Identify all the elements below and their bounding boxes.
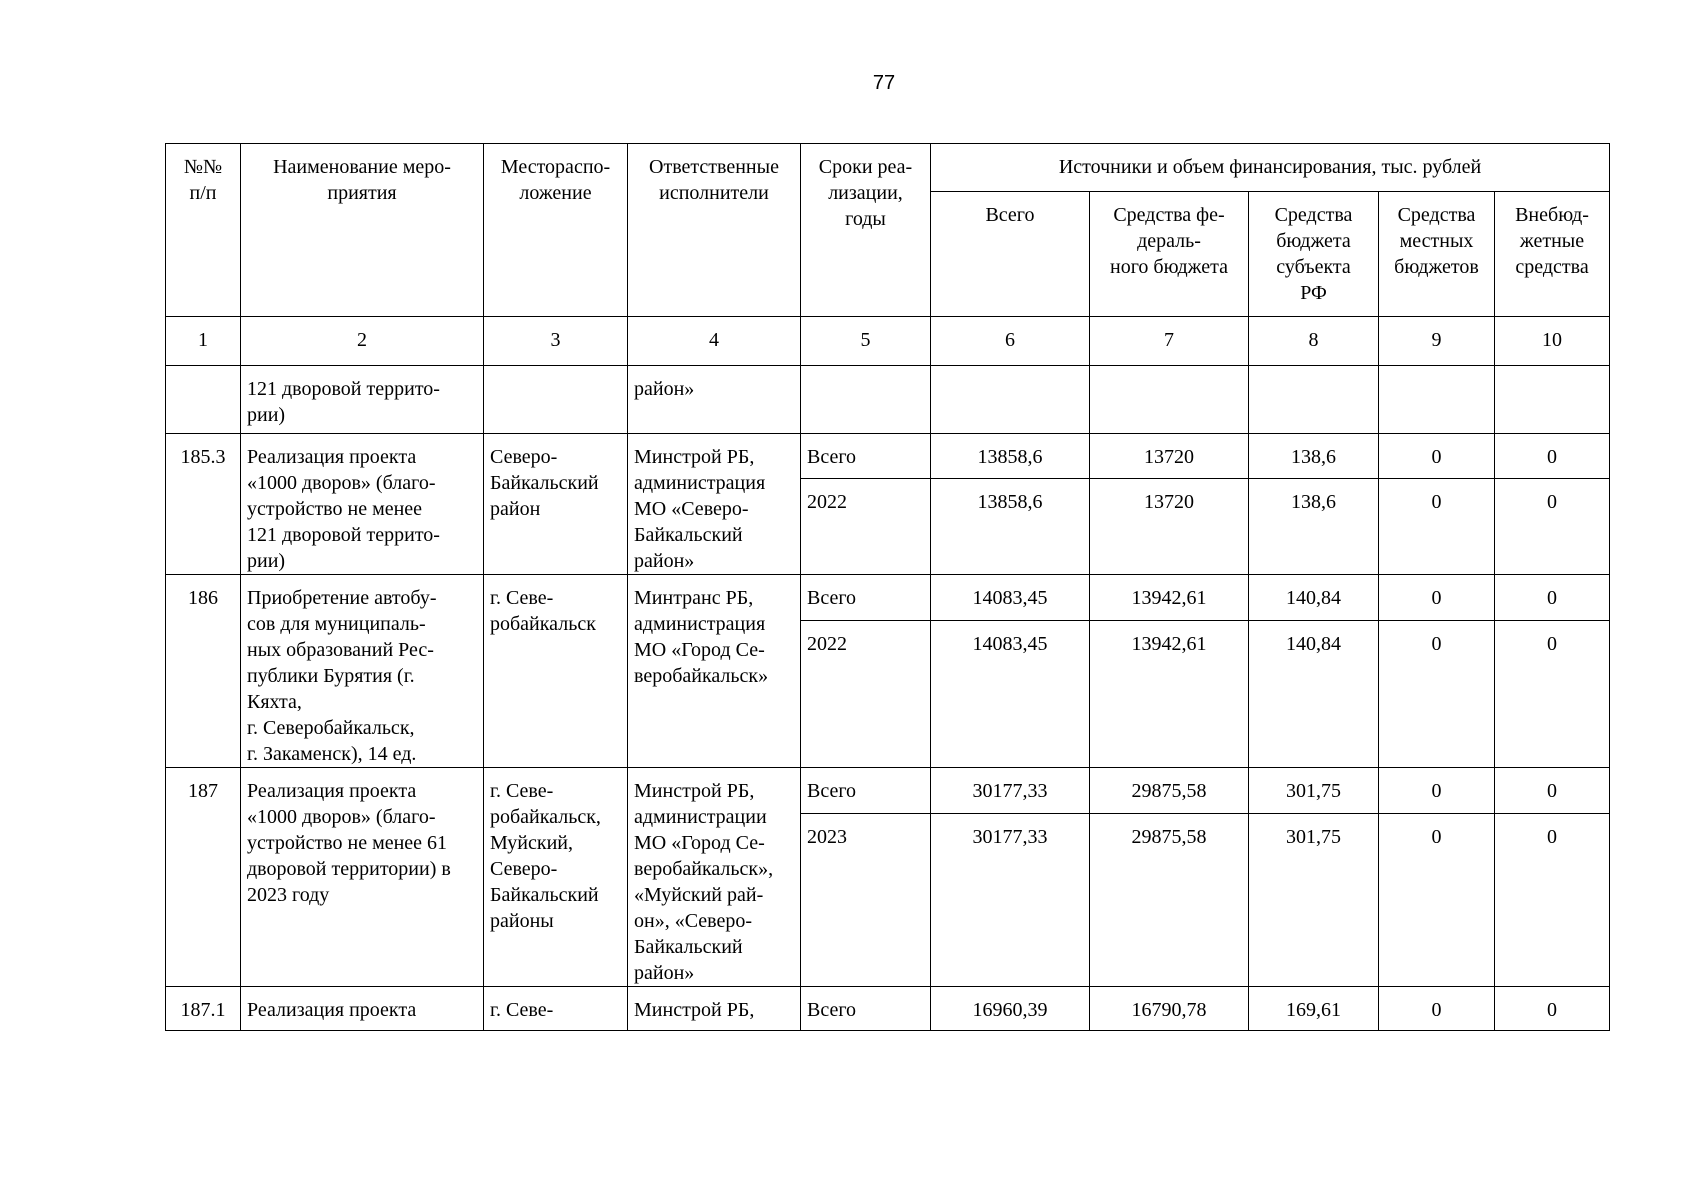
header-number xyxy=(166,144,241,317)
cell-federal: 16790,78 xyxy=(1090,987,1249,1031)
cell-executors-line: Минстрой РБ, xyxy=(634,780,755,802)
cell-executors-line: МО «Город Се- xyxy=(634,832,765,854)
cell-regional: 138,6 xyxy=(1249,478,1379,574)
cell-local: 0 xyxy=(1379,814,1495,987)
cell-number: 185.3 xyxy=(166,434,241,575)
header-text: дераль- xyxy=(1137,230,1201,252)
cell-total: 30177,33 xyxy=(931,814,1090,987)
header-text: Местораспо- xyxy=(500,156,611,178)
cell-regional: 140,84 xyxy=(1249,575,1379,621)
header-text: приятия xyxy=(327,182,397,204)
table-row xyxy=(166,987,1610,1031)
cell-executors-line: администрация xyxy=(634,613,766,635)
cell-name-line: Приобретение автобу- xyxy=(247,587,437,609)
cell-local: 0 xyxy=(1379,768,1495,814)
cell-location xyxy=(484,768,628,987)
header-location xyxy=(484,144,628,317)
cell-extrabudget: 0 xyxy=(1495,814,1610,987)
cell-name-line: 2023 году xyxy=(247,884,330,906)
cell-period: Всего xyxy=(801,987,931,1031)
cell-empty xyxy=(1249,366,1379,434)
header-text: Наименование меро- xyxy=(273,156,451,178)
cell-location-line: район xyxy=(490,498,541,520)
column-number-row xyxy=(166,317,1610,366)
header-text: Внебюд- xyxy=(1515,204,1589,226)
cell-total: 13858,6 xyxy=(931,478,1090,574)
cell-executors xyxy=(628,366,801,434)
cell-name-line: дворовой территории) в xyxy=(247,858,451,880)
cell-executors-line: Минстрой РБ, xyxy=(634,999,755,1021)
header-text: №№ xyxy=(183,156,223,178)
cell-name-line: «1000 дворов» (благо- xyxy=(247,472,436,494)
cell-executors-line: Минстрой РБ, xyxy=(634,446,755,468)
cell-total: 16960,39 xyxy=(931,987,1090,1031)
column-number: 5 xyxy=(801,317,931,366)
header-name xyxy=(241,144,484,317)
cell-location xyxy=(484,575,628,768)
header-text: бюджета xyxy=(1276,230,1351,252)
cell-name-line: публики Бурятия (г. xyxy=(247,665,415,687)
cell-name-line: 121 дворовой террито- xyxy=(247,378,440,400)
header-text: лизации, xyxy=(828,182,903,204)
cell-name-line: ных образований Рес- xyxy=(247,639,434,661)
cell-number: 187 xyxy=(166,768,241,987)
cell-empty xyxy=(931,366,1090,434)
cell-federal: 13720 xyxy=(1090,478,1249,574)
header-text: ного бюджета xyxy=(1110,256,1228,278)
cell-period: Всего xyxy=(801,575,931,621)
cell-extrabudget: 0 xyxy=(1495,434,1610,479)
cell-number: 186 xyxy=(166,575,241,768)
cell-number: 187.1 xyxy=(166,987,241,1031)
cell-local: 0 xyxy=(1379,478,1495,574)
cell-local: 0 xyxy=(1379,620,1495,767)
header-text: исполнители xyxy=(659,182,769,204)
header-total: Всего xyxy=(931,192,1090,317)
header-text: Ответственные xyxy=(649,156,779,178)
cell-executors-line: администрация xyxy=(634,472,766,494)
cell-federal: 29875,58 xyxy=(1090,814,1249,987)
table-row xyxy=(166,575,1610,621)
cell-federal: 13942,61 xyxy=(1090,575,1249,621)
cell-executors-line: МО «Северо- xyxy=(634,498,749,520)
cell-executors xyxy=(628,987,801,1031)
cell-empty xyxy=(1379,366,1495,434)
header-financing-group: Источники и объем финансирования, тыс. рублей xyxy=(931,144,1610,192)
column-number: 4 xyxy=(628,317,801,366)
cell-extrabudget: 0 xyxy=(1495,620,1610,767)
header-text: ложение xyxy=(519,182,592,204)
cell-location-line: Муйский, xyxy=(490,832,573,854)
column-number: 2 xyxy=(241,317,484,366)
header-text: Сроки реа- xyxy=(818,156,913,178)
cell-executors-line: МО «Город Се- xyxy=(634,639,765,661)
cell-executors-line: Минтранс РБ, xyxy=(634,587,754,609)
cell-name-line: рии) xyxy=(247,550,286,572)
page-number: 77 xyxy=(872,72,896,94)
cell-empty xyxy=(1090,366,1249,434)
column-number: 9 xyxy=(1379,317,1495,366)
cell-regional: 169,61 xyxy=(1249,987,1379,1031)
cell-executors-line: Байкальский xyxy=(634,936,743,958)
cell-executors xyxy=(628,575,801,768)
cell-location xyxy=(484,987,628,1031)
column-number: 1 xyxy=(166,317,241,366)
cell-total: 14083,45 xyxy=(931,620,1090,767)
cell-location-line: Байкальский xyxy=(490,472,599,494)
cell-total: 13858,6 xyxy=(931,434,1090,479)
cell-executors-line: веробайкальск», xyxy=(634,858,774,880)
cell-local: 0 xyxy=(1379,434,1495,479)
cell-empty xyxy=(801,366,931,434)
cell-name-line: рии) xyxy=(247,404,286,426)
cell-regional: 138,6 xyxy=(1249,434,1379,479)
cell-regional: 140,84 xyxy=(1249,620,1379,767)
cell-location-line: г. Севе- xyxy=(490,999,554,1021)
cell-name-line: г. Закаменск), 14 ед. xyxy=(247,743,417,765)
cell-name-line: «1000 дворов» (благо- xyxy=(247,806,436,828)
cell-regional: 301,75 xyxy=(1249,768,1379,814)
table-row xyxy=(166,768,1610,814)
header-text: жетные xyxy=(1519,230,1585,252)
cell-extrabudget: 0 xyxy=(1495,478,1610,574)
cell-name-line: г. Северобайкальск, xyxy=(247,717,415,739)
header-text: годы xyxy=(845,208,886,230)
cell-name-line: 121 дворовой террито- xyxy=(247,524,440,546)
cell-federal: 29875,58 xyxy=(1090,768,1249,814)
header-text: Средства фе- xyxy=(1113,204,1225,226)
cell-name-line: Реализация проекта xyxy=(247,999,417,1021)
header-text: средства xyxy=(1515,256,1589,278)
cell-location-line: робайкальск xyxy=(490,613,596,635)
header-text: местных xyxy=(1399,230,1474,252)
header-periods xyxy=(801,144,931,317)
cell-location-line: г. Севе- xyxy=(490,780,554,802)
header-extrabudget xyxy=(1495,192,1610,317)
column-number: 8 xyxy=(1249,317,1379,366)
header-text: бюджетов xyxy=(1394,256,1479,278)
cell-name xyxy=(241,575,484,768)
cell-executors-line: район» xyxy=(634,378,695,400)
cell-executors-line: веробайкальск» xyxy=(634,665,769,687)
cell-executors-line: администрации xyxy=(634,806,767,828)
cell-period: Всего xyxy=(801,434,931,479)
cell-federal: 13942,61 xyxy=(1090,620,1249,767)
cell-executors-line: район» xyxy=(634,550,695,572)
header-text: РФ xyxy=(1300,282,1327,304)
cell-period: Всего xyxy=(801,768,931,814)
cell-location xyxy=(484,434,628,575)
header-text: субъекта xyxy=(1276,256,1351,278)
cell-name-line: устройство не менее xyxy=(247,498,423,520)
cell-executors-line: район» xyxy=(634,962,695,984)
cell-location-line: районы xyxy=(490,910,554,932)
cell-period: 2022 xyxy=(801,478,931,574)
header-local xyxy=(1379,192,1495,317)
cell-location-line: Байкальский xyxy=(490,884,599,906)
cell-name xyxy=(241,434,484,575)
cell-name-line: устройство не менее 61 xyxy=(247,832,448,854)
cell-extrabudget: 0 xyxy=(1495,768,1610,814)
cell-extrabudget: 0 xyxy=(1495,575,1610,621)
cell-period: 2023 xyxy=(801,814,931,987)
header-text: Средства xyxy=(1397,204,1476,226)
cell-regional: 301,75 xyxy=(1249,814,1379,987)
column-number: 3 xyxy=(484,317,628,366)
cell-period: 2022 xyxy=(801,620,931,767)
header-text: Средства xyxy=(1274,204,1353,226)
column-number: 7 xyxy=(1090,317,1249,366)
cell-empty xyxy=(1495,366,1610,434)
cell-executors xyxy=(628,434,801,575)
cell-total: 14083,45 xyxy=(931,575,1090,621)
cell-total: 30177,33 xyxy=(931,768,1090,814)
cell-executors-line: Байкальский xyxy=(634,524,743,546)
cell-name-line: Реализация проекта xyxy=(247,780,417,802)
column-number: 6 xyxy=(931,317,1090,366)
cell-name xyxy=(241,987,484,1031)
cell-location xyxy=(484,366,628,434)
cell-location-line: Северо- xyxy=(490,858,558,880)
cell-executors xyxy=(628,768,801,987)
header-federal xyxy=(1090,192,1249,317)
column-number: 10 xyxy=(1495,317,1610,366)
cell-location-line: Северо- xyxy=(490,446,558,468)
cell-extrabudget: 0 xyxy=(1495,987,1610,1031)
cell-name-line: Кяхта, xyxy=(247,691,302,713)
cell-location-line: г. Севе- xyxy=(490,587,554,609)
cell-local: 0 xyxy=(1379,575,1495,621)
header-executors xyxy=(628,144,801,317)
cell-executors-line: он», «Северо- xyxy=(634,910,753,932)
cell-name-line: Реализация проекта xyxy=(247,446,417,468)
cell-local: 0 xyxy=(1379,987,1495,1031)
header-text: п/п xyxy=(189,182,217,204)
cell-federal: 13720 xyxy=(1090,434,1249,479)
cell-location-line: робайкальск, xyxy=(490,806,601,828)
cell-name xyxy=(241,768,484,987)
cell-executors-line: «Муйский рай- xyxy=(634,884,764,906)
cell-name xyxy=(241,366,484,434)
table-row xyxy=(166,434,1610,479)
header-regional xyxy=(1249,192,1379,317)
table-row xyxy=(166,366,1610,434)
financing-table xyxy=(165,143,1610,1031)
cell-name-line: сов для муниципаль- xyxy=(247,613,426,635)
cell-number xyxy=(166,366,241,434)
